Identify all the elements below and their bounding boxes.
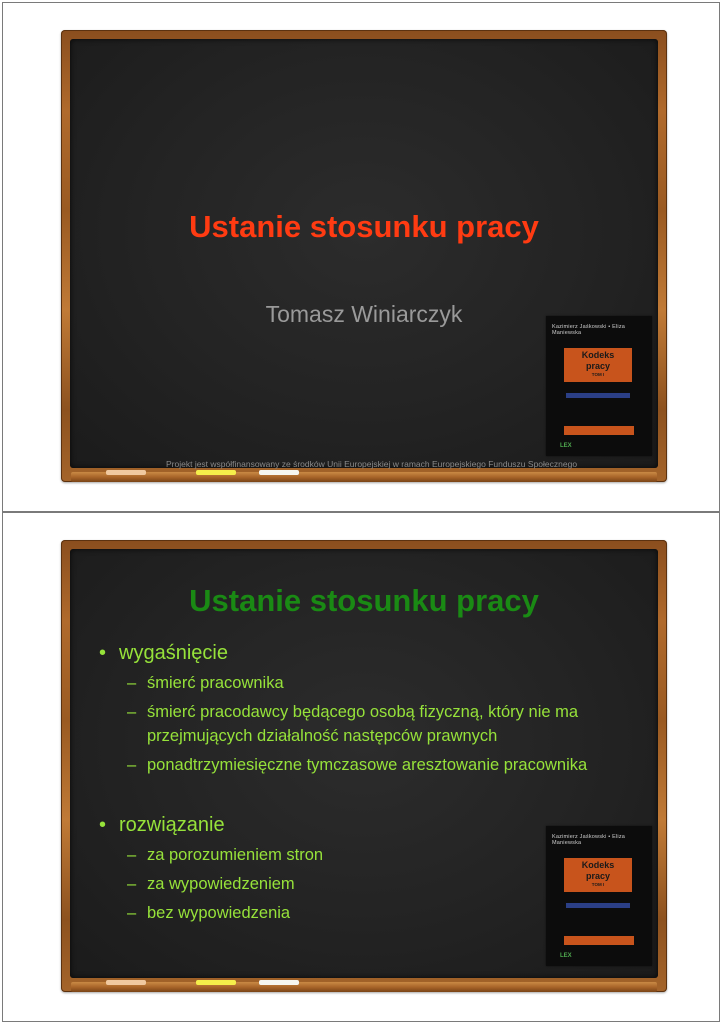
bullet-item: • wygaśnięcie bbox=[99, 642, 228, 664]
chalk-piece bbox=[259, 980, 299, 985]
book-orange-bar bbox=[564, 936, 634, 945]
chalk-piece bbox=[259, 470, 299, 475]
book-title-line1: Kodeks bbox=[581, 860, 615, 870]
sub-bullet-item: – za wypowiedzeniem bbox=[127, 875, 295, 893]
sub-bullet-text: za wypowiedzeniem bbox=[147, 875, 295, 893]
book-authors: Kazimierz Jaśkowski • Eliza Maniewska bbox=[552, 324, 626, 336]
slide-title: Ustanie stosunku pracy bbox=[189, 209, 539, 244]
book-cover-image bbox=[546, 826, 652, 966]
chalk-ledge bbox=[71, 982, 657, 992]
bullet-text: rozwiązanie bbox=[119, 814, 225, 836]
funding-note: Projekt jest współfinansowany ze środków Unii Europejskiej w ramach Europejskiego Funduszu Społecznego bbox=[166, 459, 578, 469]
sub-bullet-item: – śmierć pracownika bbox=[127, 674, 284, 692]
chalkboard-frame bbox=[61, 540, 667, 992]
book-title-line2: pracy bbox=[585, 871, 611, 881]
chalk-piece bbox=[106, 470, 146, 475]
sub-bullet-item: – bez wypowiedzenia bbox=[127, 904, 291, 922]
chalkboard-frame bbox=[61, 30, 667, 482]
book-title-box bbox=[564, 348, 632, 382]
sub-bullet-text: za porozumieniem stron bbox=[147, 846, 324, 864]
book-cover-image bbox=[546, 316, 652, 456]
book-volume: TOM I bbox=[591, 882, 605, 887]
slide-title: Ustanie stosunku pracy bbox=[189, 583, 539, 618]
book-title-line2: pracy bbox=[585, 361, 611, 371]
sub-bullet-item: – za porozumieniem stron bbox=[127, 846, 324, 864]
chalk-ledge bbox=[71, 472, 657, 482]
bullet-item: • rozwiązanie bbox=[99, 814, 225, 836]
book-orange-bar bbox=[564, 426, 634, 435]
chalk-piece bbox=[106, 980, 146, 985]
book-title-box bbox=[564, 858, 632, 892]
sub-bullet-text: śmierć pracownika bbox=[147, 674, 284, 692]
book-volume: TOM I bbox=[591, 372, 605, 377]
slide-page-2 bbox=[2, 512, 720, 1022]
bullet-text: wygaśnięcie bbox=[119, 642, 228, 664]
sub-bullet-text: ponadtrzymiesięczne tymczasowe aresztowanie pracownika bbox=[147, 756, 588, 774]
book-authors: Kazimierz Jaśkowski • Eliza Maniewska bbox=[552, 834, 626, 846]
author-name: Tomasz Winiarczyk bbox=[265, 301, 463, 327]
sub-bullet-item: – śmierć pracodawcy będącego osobą fizyczną, który nie ma przejmujących działalność następców prawnych bbox=[127, 703, 579, 745]
chalk-piece bbox=[196, 470, 236, 475]
slide-page-1 bbox=[2, 2, 720, 512]
book-title-line1: Kodeks bbox=[581, 350, 615, 360]
sub-bullet-text: bez wypowiedzenia bbox=[147, 904, 291, 922]
book-blue-bar bbox=[566, 903, 630, 908]
sub-bullet-text: śmierć pracodawcy będącego osobą fizyczną, który nie ma przejmujących działalność następców prawnych bbox=[147, 703, 579, 745]
book-publisher: LEX bbox=[560, 953, 572, 959]
sub-bullet-item: – ponadtrzymiesięczne tymczasowe aresztowanie pracownika bbox=[127, 756, 588, 774]
book-publisher: LEX bbox=[560, 443, 572, 449]
chalk-piece bbox=[196, 980, 236, 985]
book-blue-bar bbox=[566, 393, 630, 398]
